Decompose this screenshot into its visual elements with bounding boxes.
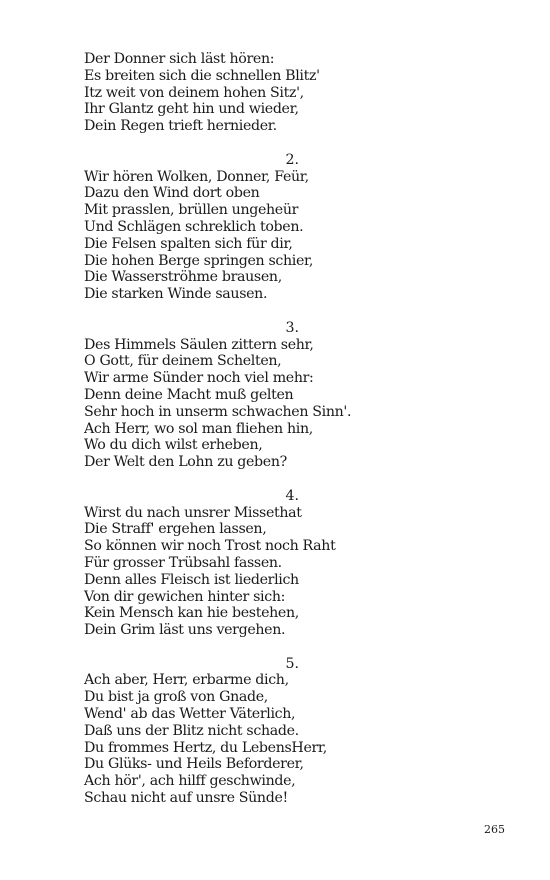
verse-line: Ach Herr, wo sol man fliehen hin, <box>84 420 313 437</box>
verse-line: Itz weit von deinem hohen Sitz', <box>84 84 304 101</box>
verse-line: Es breiten sich die schnellen Blitz' <box>84 67 320 84</box>
verse-line: Daß uns der Blitz nicht schade. <box>84 722 299 739</box>
verse-line: Dein Regen trieft hernieder. <box>84 118 277 135</box>
verse-line: Der Donner sich läst hören: <box>84 51 275 67</box>
verse-line: Wir hören Wolken, Donner, Feür, <box>84 168 309 185</box>
verse-line: Für grosser Trübsahl fassen. <box>84 554 282 571</box>
verse-line: O Gott, für deinem Schelten, <box>84 353 282 370</box>
verse-line: Der Welt den Lohn zu geben? <box>84 454 287 471</box>
stanza-number: 4. <box>285 487 299 504</box>
stanza-number: 2. <box>285 151 299 168</box>
stanza-1 <box>84 51 384 135</box>
verse-line: Du frommes Hertz, du LebensHerr, <box>84 739 327 756</box>
verse-line: Ach aber, Herr, erbarme dich, <box>84 672 289 689</box>
verse-line: Wir arme Sünder noch viel mehr: <box>84 370 314 387</box>
verse-line: Sehr hoch in unserm schwachen Sinn'. <box>84 403 352 420</box>
verse-line: Die starken Winde sausen. <box>84 286 268 303</box>
verse-line: Denn deine Macht muß gelten <box>84 386 294 403</box>
verse-line: Ihr Glantz geht hin und wieder, <box>84 101 299 118</box>
verse-line: Schau nicht auf unsre Sünde! <box>84 790 288 807</box>
stanza-3 <box>84 320 384 471</box>
verse-line: Die Felsen spalten sich für dir, <box>84 235 293 252</box>
verse-line: Dein Grim läst uns vergehen. <box>84 622 286 639</box>
poem-text <box>84 51 384 824</box>
verse-line: Die Straff' ergehen lassen, <box>84 521 267 538</box>
stanza-5 <box>84 656 384 807</box>
verse-line: Ach hör', ach hilff geschwinde, <box>84 773 296 790</box>
verse-line: Mit prasslen, brüllen ungeheür <box>84 202 299 219</box>
verse-line: Und Schlägen schreklich toben. <box>84 218 304 235</box>
stanza-number: 3. <box>285 319 299 336</box>
verse-line: Wend' ab das Wetter Väterlich, <box>84 706 296 723</box>
stanza-4 <box>84 488 384 639</box>
verse-line: So können wir noch Trost noch Raht <box>84 538 336 555</box>
verse-line: Kein Mensch kan hie bestehen, <box>84 605 299 622</box>
verse-line: Von dir gewichen hinter sich: <box>84 588 286 605</box>
stanza-number: 5. <box>285 655 299 672</box>
verse-line: Wo du dich wilst erheben, <box>84 437 263 454</box>
verse-line: Denn alles Fleisch ist liederlich <box>84 571 299 588</box>
verse-line: Du Glüks- und Heils Beforderer, <box>84 756 304 773</box>
verse-line: Wirst du nach unsrer Missethat <box>84 504 302 521</box>
verse-line: Des Himmels Säulen zittern sehr, <box>84 336 314 353</box>
verse-line: Die Wasserströhme brausen, <box>84 269 282 286</box>
verse-line: Die hohen Berge springen schier, <box>84 252 314 269</box>
stanza-2 <box>84 152 384 303</box>
verse-line: Du bist ja groß von Gnade, <box>84 689 268 706</box>
page-number: 265 <box>484 823 505 836</box>
verse-line: Dazu den Wind dort oben <box>84 185 260 202</box>
